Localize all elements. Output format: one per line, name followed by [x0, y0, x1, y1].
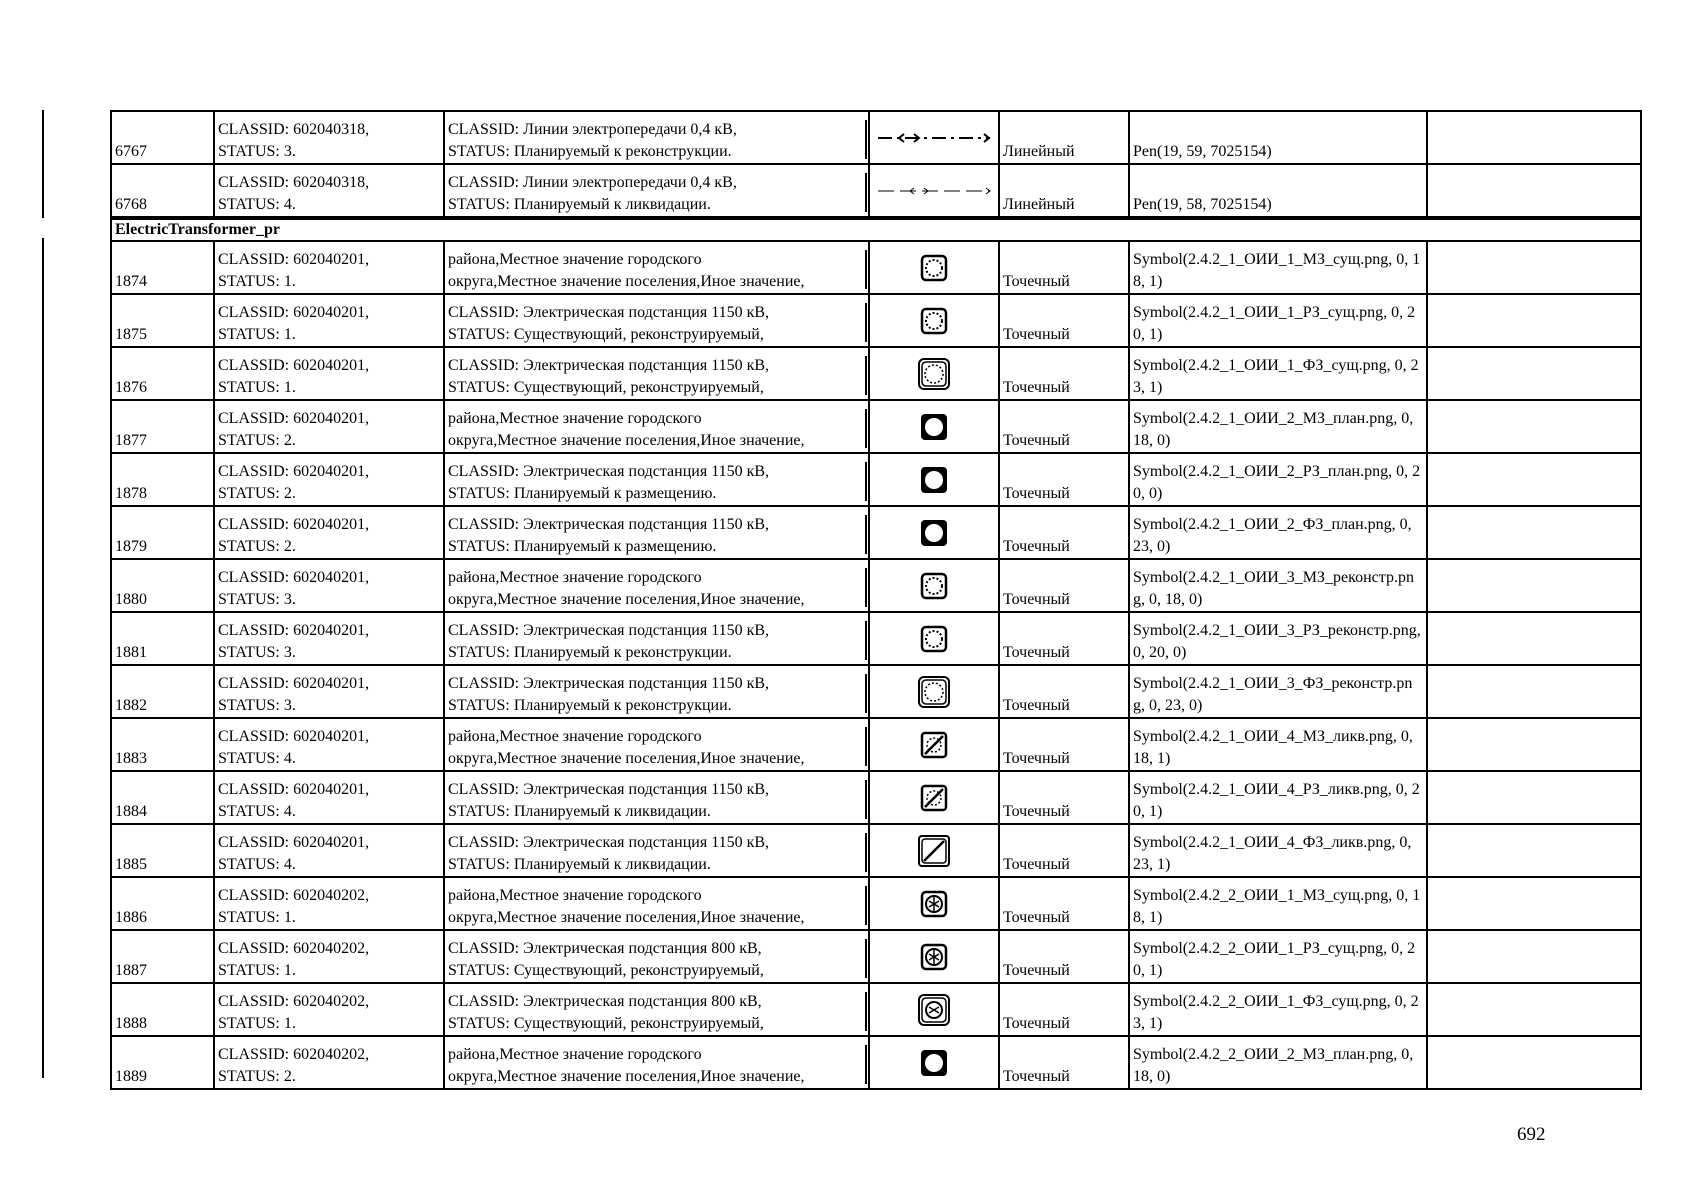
row-id: 1875 [111, 294, 214, 347]
row-description [444, 241, 869, 294]
description-line-1: района,Местное значение городского [448, 569, 702, 586]
description-line-2: STATUS: Существующий, реконструируемый, [448, 962, 764, 979]
classid-code: CLASSID: 602040201, [218, 728, 370, 745]
style-definition: Symbol(2.4.2_1_ОИИ_1_МЗ_сущ.png, 0, 18, 1) [1129, 241, 1427, 294]
row-description [444, 824, 869, 877]
table-row [111, 1036, 1641, 1089]
table-row [111, 612, 1641, 665]
description-line-2: округа,Местное значение поселения,Иное значение, [448, 591, 805, 608]
note-cell [1427, 506, 1641, 559]
row-id: 1888 [111, 983, 214, 1036]
geometry-type: Линейный [999, 111, 1129, 164]
geometry-type: Точечный [999, 506, 1129, 559]
row-code [214, 111, 444, 164]
row-code [214, 930, 444, 983]
section-header-row [111, 219, 1641, 241]
section-title: ElectricTransformer_pr [111, 219, 1641, 241]
row-code [214, 294, 444, 347]
classid-code: CLASSID: 602040201, [218, 781, 370, 798]
style-definition: Symbol(2.4.2_1_ОИИ_4_ФЗ_ликв.png, 0, 23, 1) [1129, 824, 1427, 877]
table-row [111, 665, 1641, 718]
description-line-1: CLASSID: Электрическая подстанция 800 кВ, [448, 993, 762, 1010]
description-line-1: CLASSID: Электрическая подстанция 1150 кВ, [448, 675, 770, 692]
row-code [214, 506, 444, 559]
description-line-2: STATUS: Планируемый к реконструкции. [448, 697, 732, 714]
note-cell [1427, 347, 1641, 400]
status-code: STATUS: 4. [218, 750, 296, 767]
row-code [214, 164, 444, 217]
dotted-circle-square-icon [869, 241, 999, 294]
note-cell [1427, 771, 1641, 824]
style-definition: Symbol(2.4.2_2_ОИИ_1_ФЗ_сущ.png, 0, 23, 1) [1129, 983, 1427, 1036]
crossed-square-icon [869, 771, 999, 824]
classid-code: CLASSID: 602040202, [218, 940, 370, 957]
classid-code: CLASSID: 602040201, [218, 516, 370, 533]
status-code: STATUS: 1. [218, 273, 296, 290]
row-code [214, 559, 444, 612]
status-code: STATUS: 3. [218, 591, 296, 608]
description-line-2: STATUS: Планируемый к ликвидации. [448, 856, 711, 873]
description-line-2: округа,Местное значение поселения,Иное значение, [448, 750, 805, 767]
description-line-2: округа,Местное значение поселения,Иное значение, [448, 273, 805, 290]
style-definition: Symbol(2.4.2_1_ОИИ_4_РЗ_ликв.png, 0, 20, 1) [1129, 771, 1427, 824]
style-definition: Pen(19, 58, 7025154) [1129, 164, 1427, 217]
row-id: 6768 [111, 164, 214, 217]
status-code: STATUS: 1. [218, 962, 296, 979]
row-description [444, 983, 869, 1036]
table-row [111, 347, 1641, 400]
style-definition: Symbol(2.4.2_1_ОИИ_4_МЗ_ликв.png, 0, 18, 1) [1129, 718, 1427, 771]
row-code [214, 400, 444, 453]
note-cell [1427, 983, 1641, 1036]
double-square-dotted-circle-icon [869, 665, 999, 718]
classid-code: CLASSID: 602040201, [218, 675, 370, 692]
status-code: STATUS: 2. [218, 1068, 296, 1085]
classid-code: CLASSID: 602040202, [218, 1046, 370, 1063]
description-line-1: CLASSID: Электрическая подстанция 1150 кВ, [448, 463, 770, 480]
classid-code: CLASSID: 602040318, [218, 174, 370, 191]
row-code [214, 877, 444, 930]
style-definition: Symbol(2.4.2_1_ОИИ_1_ФЗ_сущ.png, 0, 23, 1) [1129, 347, 1427, 400]
filled-square-circle-icon [869, 506, 999, 559]
style-definition: Symbol(2.4.2_2_ОИИ_2_МЗ_план.png, 0, 18, 0) [1129, 1036, 1427, 1089]
geometry-type: Точечный [999, 718, 1129, 771]
row-description [444, 294, 869, 347]
geometry-type: Точечный [999, 559, 1129, 612]
note-cell [1427, 824, 1641, 877]
geometry-type: Точечный [999, 1036, 1129, 1089]
status-code: STATUS: 1. [218, 379, 296, 396]
description-line-2: STATUS: Планируемый к размещению. [448, 485, 717, 502]
description-line-1: района,Местное значение городского [448, 728, 702, 745]
table-row [111, 241, 1641, 294]
classid-code: CLASSID: 602040202, [218, 887, 370, 904]
description-line-1: района,Местное значение городского [448, 887, 702, 904]
dotted-circle-square-icon [869, 294, 999, 347]
row-code [214, 453, 444, 506]
table-row [111, 453, 1641, 506]
description-line-2: STATUS: Планируемый к размещению. [448, 538, 717, 555]
description-line-2: округа,Местное значение поселения,Иное значение, [448, 1068, 805, 1085]
table-row [111, 930, 1641, 983]
description-line-1: района,Местное значение городского [448, 410, 702, 427]
row-code [214, 824, 444, 877]
geometry-type: Точечный [999, 241, 1129, 294]
note-cell [1427, 930, 1641, 983]
row-id: 1885 [111, 824, 214, 877]
row-id: 1880 [111, 559, 214, 612]
note-cell [1427, 294, 1641, 347]
row-id: 6767 [111, 111, 214, 164]
row-id: 1884 [111, 771, 214, 824]
row-description [444, 877, 869, 930]
classid-code: CLASSID: 602040201, [218, 463, 370, 480]
description-line-1: CLASSID: Электрическая подстанция 1150 кВ, [448, 622, 770, 639]
geometry-type: Точечный [999, 294, 1129, 347]
status-code: STATUS: 2. [218, 538, 296, 555]
description-line-1: района,Местное значение городского [448, 251, 702, 268]
description-line-1: CLASSID: Электрическая подстанция 1150 кВ, [448, 781, 770, 798]
note-cell [1427, 1036, 1641, 1089]
row-description [444, 718, 869, 771]
row-description [444, 1036, 869, 1089]
status-code: STATUS: 1. [218, 909, 296, 926]
description-line-2: STATUS: Планируемый к реконструкции. [448, 644, 732, 661]
style-definition: Symbol(2.4.2_2_ОИИ_1_МЗ_сущ.png, 0, 18, 1) [1129, 877, 1427, 930]
style-definition: Symbol(2.4.2_2_ОИИ_1_РЗ_сущ.png, 0, 20, 1) [1129, 930, 1427, 983]
row-id: 1876 [111, 347, 214, 400]
row-description [444, 347, 869, 400]
table-row [111, 718, 1641, 771]
row-description [444, 164, 869, 217]
row-description [444, 559, 869, 612]
style-definition: Symbol(2.4.2_1_ОИИ_2_МЗ_план.png, 0, 18, 0) [1129, 400, 1427, 453]
classid-code: CLASSID: 602040201, [218, 251, 370, 268]
row-id: 1877 [111, 400, 214, 453]
description-line-1: CLASSID: Электрическая подстанция 1150 кВ, [448, 304, 770, 321]
geometry-type: Точечный [999, 612, 1129, 665]
row-id: 1889 [111, 1036, 214, 1089]
line-thin-arrows-icon [869, 164, 999, 217]
row-code [214, 347, 444, 400]
double-crossed-square-icon [869, 824, 999, 877]
row-id: 1883 [111, 718, 214, 771]
row-description [444, 612, 869, 665]
row-id: 1882 [111, 665, 214, 718]
note-cell [1427, 718, 1641, 771]
geometry-type: Линейный [999, 164, 1129, 217]
table-row [111, 559, 1641, 612]
double-patterned-circle-square-icon [869, 983, 999, 1036]
table-row [111, 164, 1641, 217]
status-code: STATUS: 4. [218, 856, 296, 873]
style-definition: Symbol(2.4.2_1_ОИИ_3_ФЗ_реконстр.png, 0, 23, 0) [1129, 665, 1427, 718]
style-definition: Symbol(2.4.2_1_ОИИ_2_ФЗ_план.png, 0, 23, 0) [1129, 506, 1427, 559]
dotted-circle-square-icon [869, 559, 999, 612]
symbols-table-lines [110, 110, 1642, 218]
note-cell [1427, 164, 1641, 217]
classid-code: CLASSID: 602040201, [218, 410, 370, 427]
crossed-square-icon [869, 718, 999, 771]
classid-code: CLASSID: 602040201, [218, 357, 370, 374]
style-definition: Pen(19, 59, 7025154) [1129, 111, 1427, 164]
description-line-2: округа,Местное значение поселения,Иное значение, [448, 909, 805, 926]
row-code [214, 241, 444, 294]
status-code: STATUS: 2. [218, 432, 296, 449]
geometry-type: Точечный [999, 930, 1129, 983]
note-cell [1427, 400, 1641, 453]
row-id: 1881 [111, 612, 214, 665]
geometry-type: Точечный [999, 665, 1129, 718]
geometry-type: Точечный [999, 347, 1129, 400]
note-cell [1427, 453, 1641, 506]
note-cell [1427, 241, 1641, 294]
status-code: STATUS: 3. [218, 143, 296, 160]
description-line-1: CLASSID: Электрическая подстанция 800 кВ, [448, 940, 762, 957]
row-id: 1887 [111, 930, 214, 983]
note-cell [1427, 612, 1641, 665]
status-code: STATUS: 1. [218, 1015, 296, 1032]
geometry-type: Точечный [999, 400, 1129, 453]
description-line-1: CLASSID: Электрическая подстанция 1150 кВ, [448, 516, 770, 533]
left-margin-line-top [42, 110, 44, 218]
description-line-2: STATUS: Планируемый к реконструкции. [448, 143, 732, 160]
row-description [444, 665, 869, 718]
status-code: STATUS: 3. [218, 697, 296, 714]
table-row [111, 877, 1641, 930]
description-line-2: STATUS: Существующий, реконструируемый, [448, 326, 764, 343]
row-code [214, 718, 444, 771]
table-row [111, 824, 1641, 877]
double-square-dotted-circle-icon [869, 347, 999, 400]
row-description [444, 453, 869, 506]
style-definition: Symbol(2.4.2_1_ОИИ_2_РЗ_план.png, 0, 20, 0) [1129, 453, 1427, 506]
row-code [214, 983, 444, 1036]
style-definition: Symbol(2.4.2_1_ОИИ_3_МЗ_реконстр.png, 0, 18, 0) [1129, 559, 1427, 612]
table-row [111, 983, 1641, 1036]
row-code [214, 665, 444, 718]
status-code: STATUS: 1. [218, 326, 296, 343]
page-number: 692 [1517, 1124, 1546, 1145]
line-dash-arrows-icon [869, 111, 999, 164]
classid-code: CLASSID: 602040201, [218, 304, 370, 321]
row-id: 1878 [111, 453, 214, 506]
note-cell [1427, 111, 1641, 164]
row-description [444, 771, 869, 824]
classid-code: CLASSID: 602040202, [218, 993, 370, 1010]
description-line-1: CLASSID: Линии электропередачи 0,4 кВ, [448, 174, 737, 191]
row-id: 1886 [111, 877, 214, 930]
row-code [214, 1036, 444, 1089]
table-row [111, 294, 1641, 347]
description-line-2: округа,Местное значение поселения,Иное значение, [448, 432, 805, 449]
status-code: STATUS: 2. [218, 485, 296, 502]
classid-code: CLASSID: 602040201, [218, 622, 370, 639]
classid-code: CLASSID: 602040201, [218, 569, 370, 586]
row-code [214, 612, 444, 665]
classid-code: CLASSID: 602040318, [218, 121, 370, 138]
patterned-circle-square-icon [869, 877, 999, 930]
note-cell [1427, 559, 1641, 612]
dotted-circle-square-icon [869, 612, 999, 665]
filled-square-circle-icon [869, 453, 999, 506]
patterned-circle-square-icon [869, 930, 999, 983]
status-code: STATUS: 4. [218, 803, 296, 820]
filled-square-circle-icon [869, 1036, 999, 1089]
status-code: STATUS: 4. [218, 196, 296, 213]
description-line-2: STATUS: Планируемый к ликвидации. [448, 803, 711, 820]
geometry-type: Точечный [999, 983, 1129, 1036]
table-row [111, 111, 1641, 164]
symbols-table-transformers [110, 218, 1642, 1090]
table-row [111, 506, 1641, 559]
description-line-1: CLASSID: Линии электропередачи 0,4 кВ, [448, 121, 737, 138]
row-id: 1874 [111, 241, 214, 294]
note-cell [1427, 665, 1641, 718]
description-line-2: STATUS: Существующий, реконструируемый, [448, 379, 764, 396]
table-row [111, 400, 1641, 453]
geometry-type: Точечный [999, 877, 1129, 930]
description-line-1: CLASSID: Электрическая подстанция 1150 кВ, [448, 357, 770, 374]
row-id: 1879 [111, 506, 214, 559]
row-description [444, 506, 869, 559]
classid-code: CLASSID: 602040201, [218, 834, 370, 851]
status-code: STATUS: 3. [218, 644, 296, 661]
table-row [111, 771, 1641, 824]
row-description [444, 400, 869, 453]
description-line-2: STATUS: Планируемый к ликвидации. [448, 196, 711, 213]
description-line-2: STATUS: Существующий, реконструируемый, [448, 1015, 764, 1032]
filled-square-circle-icon [869, 400, 999, 453]
geometry-type: Точечный [999, 771, 1129, 824]
row-code [214, 771, 444, 824]
left-margin-line-bottom [42, 238, 44, 1078]
note-cell [1427, 877, 1641, 930]
style-definition: Symbol(2.4.2_1_ОИИ_1_РЗ_сущ.png, 0, 20, 1) [1129, 294, 1427, 347]
style-definition: Symbol(2.4.2_1_ОИИ_3_РЗ_реконстр.png, 0, 20, 0) [1129, 612, 1427, 665]
row-description [444, 930, 869, 983]
geometry-type: Точечный [999, 453, 1129, 506]
geometry-type: Точечный [999, 824, 1129, 877]
description-line-1: CLASSID: Электрическая подстанция 1150 кВ, [448, 834, 770, 851]
description-line-1: района,Местное значение городского [448, 1046, 702, 1063]
row-description [444, 111, 869, 164]
